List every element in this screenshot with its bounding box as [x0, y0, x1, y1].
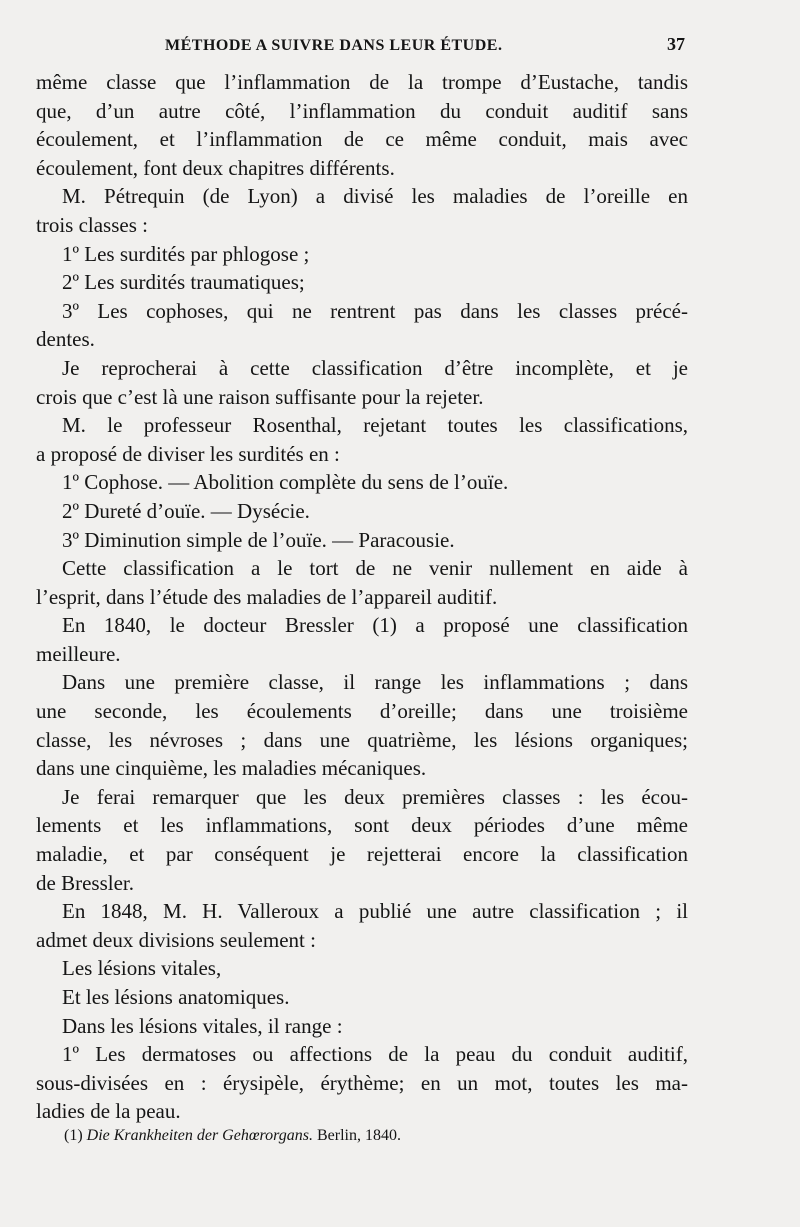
text-line: Les lésions vitales, — [62, 956, 222, 981]
text-line: de Bressler. — [36, 870, 134, 895]
text-line: 2º Les surdités traumatiques; — [62, 270, 305, 295]
text-line: une seconde, les écoulements d’oreille; dans une troisième — [36, 699, 688, 724]
page-number: 37 — [667, 34, 685, 54]
text-line: trois classes : — [36, 212, 148, 237]
text-line: lements et les inflammations, sont deux périodes d’une même — [36, 813, 688, 838]
paragraph — [36, 526, 688, 555]
text-line: En 1848, M. H. Valleroux a publié une autre classification ; il — [62, 899, 688, 924]
paragraph — [36, 897, 688, 954]
text-line: 1º Les surdités par phlogose ; — [62, 241, 310, 266]
running-title: MÉTHODE A SUIVRE DANS LEUR ÉTUDE. — [165, 37, 503, 54]
text-line: ladies de la peau. — [36, 1099, 181, 1124]
text-line: Et les lésions anatomiques. — [62, 985, 290, 1009]
paragraph — [36, 1040, 688, 1126]
text-line: M. Pétrequin (de Lyon) a divisé les maladies de l’oreille en — [62, 184, 688, 209]
text-line: 1º Cophose. — Abolition complète du sens de l’ouïe. — [62, 470, 509, 495]
text-line: l’esprit, dans l’étude des maladies de l’appareil auditif. — [36, 584, 498, 609]
text-line: meilleure. — [36, 641, 121, 666]
footnote-rest: Berlin, 1840. — [317, 1127, 401, 1144]
text-line: Dans les lésions vitales, il range : — [62, 1013, 343, 1038]
text-line: Dans une première classe, il range les inflammations ; dans — [62, 670, 688, 695]
paragraph — [36, 554, 688, 611]
paragraph — [36, 983, 688, 1012]
text-line: dans une cinquième, les maladies mécaniques. — [36, 756, 427, 781]
paragraph — [36, 783, 688, 897]
text-line: dentes. — [36, 327, 95, 352]
paragraph — [36, 1012, 688, 1041]
text-line: que, d’un autre côté, l’inflammation du conduit auditif sans — [36, 98, 688, 123]
paragraph — [36, 497, 688, 526]
page-header — [165, 34, 685, 55]
footnote-marker: (1) — [64, 1127, 83, 1144]
text-line: maladie, et par conséquent je rejetterai encore la classification — [36, 842, 688, 867]
paragraph — [36, 468, 688, 497]
text-line: 1º Les dermatoses ou affections de la peau du conduit auditif, — [62, 1042, 688, 1067]
paragraph — [36, 954, 688, 983]
body-text — [36, 68, 688, 1126]
text-line: Je reprocherai à cette classification d’être incomplète, et je — [62, 355, 688, 380]
paragraph — [36, 297, 688, 354]
footnote-title: Die Krankheiten der Gehœrorgans. — [86, 1127, 313, 1144]
footnote — [64, 1127, 664, 1145]
text-line: crois que c’est là une raison suffisante pour la rejeter. — [36, 384, 484, 409]
paragraph — [36, 68, 688, 182]
paragraph — [36, 411, 688, 468]
text-line: écoulement, font deux chapitres différents. — [36, 155, 395, 180]
paragraph — [36, 611, 688, 668]
paragraph — [36, 268, 688, 297]
text-line: Je ferai remarquer que les deux premières classes : les écou- — [62, 784, 688, 809]
text-line: 3º Diminution simple de l’ouïe. — Paracousie. — [62, 527, 455, 552]
text-line: 2º Dureté d’ouïe. — Dysécie. — [62, 498, 310, 523]
text-line: M. le professeur Rosenthal, rejetant toutes les classifications, — [62, 413, 688, 438]
paragraph — [36, 354, 688, 411]
paragraph — [36, 240, 688, 269]
text-line: sous-divisées en : érysipèle, érythème; en un mot, toutes les ma- — [36, 1070, 688, 1095]
text-line: En 1840, le docteur Bressler (1) a proposé une classification — [62, 613, 688, 638]
text-line: 3º Les cophoses, qui ne rentrent pas dans les classes précé- — [62, 298, 688, 323]
text-line: Cette classification a le tort de ne venir nullement en aide à — [62, 556, 688, 581]
paragraph — [36, 668, 688, 782]
text-line: même classe que l’inflammation de la trompe d’Eustache, tandis — [36, 70, 688, 94]
text-line: écoulement, et l’inflammation de ce même conduit, mais avec — [36, 127, 688, 152]
text-line: classe, les névroses ; dans une quatrième, les lésions organiques; — [36, 727, 688, 752]
text-line: admet deux divisions seulement : — [36, 927, 316, 952]
paragraph — [36, 182, 688, 239]
text-line: a proposé de diviser les surdités en : — [36, 441, 340, 466]
